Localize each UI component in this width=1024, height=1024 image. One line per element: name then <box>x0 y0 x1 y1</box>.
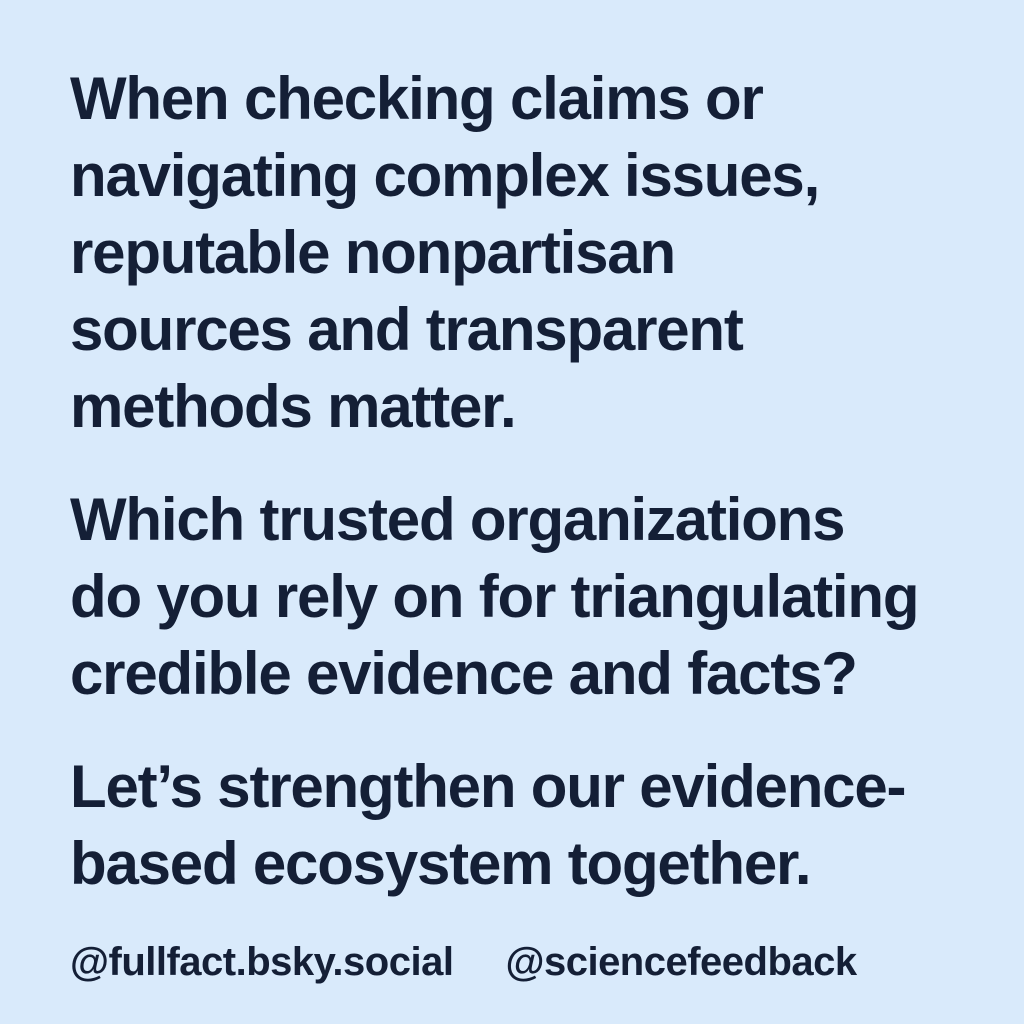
text-line: Let’s strengthen our evidence- <box>70 753 906 820</box>
paragraph-callout <box>70 748 984 902</box>
text-line: reputable nonpartisan <box>70 219 675 286</box>
paragraph-question <box>70 481 984 712</box>
text-line: navigating complex issues, <box>70 142 820 209</box>
footer-handles <box>70 938 984 986</box>
text-line: based ecosystem together. <box>70 830 811 897</box>
paragraph-intro <box>70 60 984 445</box>
text-line: do you rely on for triangulating <box>70 563 919 630</box>
text-line: credible evidence and facts? <box>70 640 857 707</box>
text-line: Which trusted organizations <box>70 486 845 553</box>
text-line: sources and transparent <box>70 296 743 363</box>
handle-sciencefeedback: @sciencefeedback <box>505 940 857 984</box>
text-line: When checking claims or <box>70 65 763 132</box>
handle-fullfact: @fullfact.bsky.social <box>70 940 454 984</box>
text-line: methods matter. <box>70 373 516 440</box>
